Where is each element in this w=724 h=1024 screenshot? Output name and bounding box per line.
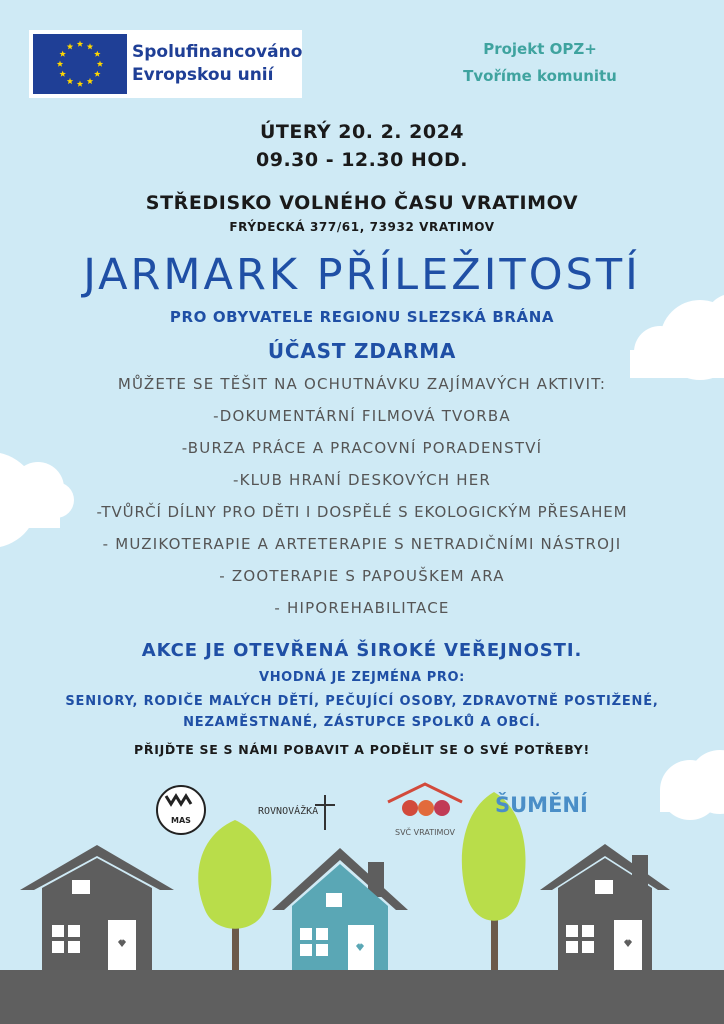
audience-groups-line1: SENIORY, RODIČE MALÝCH DĚTÍ, PEČUJÍCÍ OSOBY, ZDRAVOTNĚ POSTIŽENÉ, (65, 694, 659, 709)
eu-flag-icon (33, 34, 127, 94)
activity-item: -KLUB HRANÍ DESKOVÝCH HER (232, 471, 492, 489)
event-time: 09.30 - 12.30 HOD. (256, 149, 468, 171)
house-center-icon (272, 848, 408, 980)
event-date: ÚTERÝ 20. 2. 2024 (259, 121, 465, 143)
event-venue: STŘEDISKO VOLNÉHO ČASU VRATIMOV (145, 192, 579, 214)
activity-item: -DOKUMENTÁRNÍ FILMOVÁ TVORBA (213, 407, 511, 425)
bottom-illustration (0, 780, 724, 1024)
event-subtitle: PRO OBYVATELE REGIONU SLEZSKÁ BRÁNA (169, 308, 555, 326)
mas-logo (157, 786, 205, 834)
eu-star-icon (97, 61, 103, 67)
eu-star-icon (94, 51, 100, 57)
ground (0, 970, 724, 1024)
rovnovazka-logo (258, 795, 335, 830)
eu-logo-line1: Spolufinancováno (132, 42, 303, 62)
free-entry: ÚČAST ZDARMA (267, 339, 457, 363)
event-address: FRÝDECKÁ 377/61, 73932 VRATIMOV (229, 220, 495, 234)
rovnovazka-logo-text: ROVNOVÁŽKA (258, 806, 319, 817)
eu-star-icon (77, 41, 83, 47)
activity-item: -BURZA PRÁCE A PRACOVNÍ PORADENSTVÍ (181, 439, 543, 457)
project-name: Projekt OPZ+ (483, 40, 597, 58)
eu-star-icon (87, 43, 93, 49)
sumeni-logo: ŠUMĚNÍ (495, 793, 588, 817)
open-to-public: AKCE JE OTEVŘENÁ ŠIROKÉ VEŘEJNOSTI. (141, 640, 583, 661)
eu-star-icon (67, 78, 73, 84)
eu-star-icon (57, 61, 63, 67)
activity-item: - HIPOREHABILITACE (274, 599, 450, 617)
cloud-right (630, 293, 724, 380)
eu-star-icon (94, 71, 100, 77)
event-title: JARMARK PŘÍLEŽITOSTÍ (83, 250, 641, 300)
svc-vratimov-logo (388, 784, 462, 837)
activity-item: -TVŮRČÍ DÍLNY PRO DĚTI I DOSPĚLÉ S EKOLOGICKÝM PŘESAHEM (96, 503, 628, 521)
eu-cofunding-logo (29, 30, 302, 98)
eu-star-icon (59, 51, 65, 57)
eu-star-icon (67, 43, 73, 49)
tree-icon (462, 792, 526, 1000)
project-slogan: Tvoříme komunitu (463, 67, 617, 85)
mas-logo-text: MAS (171, 816, 191, 825)
house-left-icon (20, 845, 174, 980)
activity-item: - MUZIKOTERAPIE A ARTETERAPIE S NETRADIČNÍMI NÁSTROJI (102, 535, 622, 553)
svc-logo-text: SVČ VRATIMOV (394, 828, 456, 837)
eu-logo-line2: Evropskou unií (132, 65, 274, 85)
project-info (440, 36, 640, 90)
house-right-icon (540, 844, 670, 980)
activity-item: - ZOOTERAPIE S PAPOUŠKEM ARA (219, 567, 505, 585)
eu-star-icon (59, 71, 65, 77)
eu-stars (33, 34, 127, 94)
event-datetime (0, 118, 724, 174)
call-to-action: PŘIJĎTE SE S NÁMI POBAVIT A PODĚLIT SE O SVÉ POTŘEBY! (134, 742, 590, 757)
audience-groups-line2: NEZAMĚSTNANÉ, ZÁSTUPCE SPOLKŮ A OBCÍ. (183, 715, 541, 730)
suited-for-label: VHODNÁ JE ZEJMÉNA PRO: (259, 670, 465, 685)
activities-intro: MŮŽETE SE TĚŠIT NA OCHUTNÁVKU ZAJÍMAVÝCH AKTIVIT: (117, 375, 607, 393)
eu-star-icon (77, 81, 83, 87)
eu-star-icon (87, 78, 93, 84)
cloud-left (0, 452, 74, 548)
